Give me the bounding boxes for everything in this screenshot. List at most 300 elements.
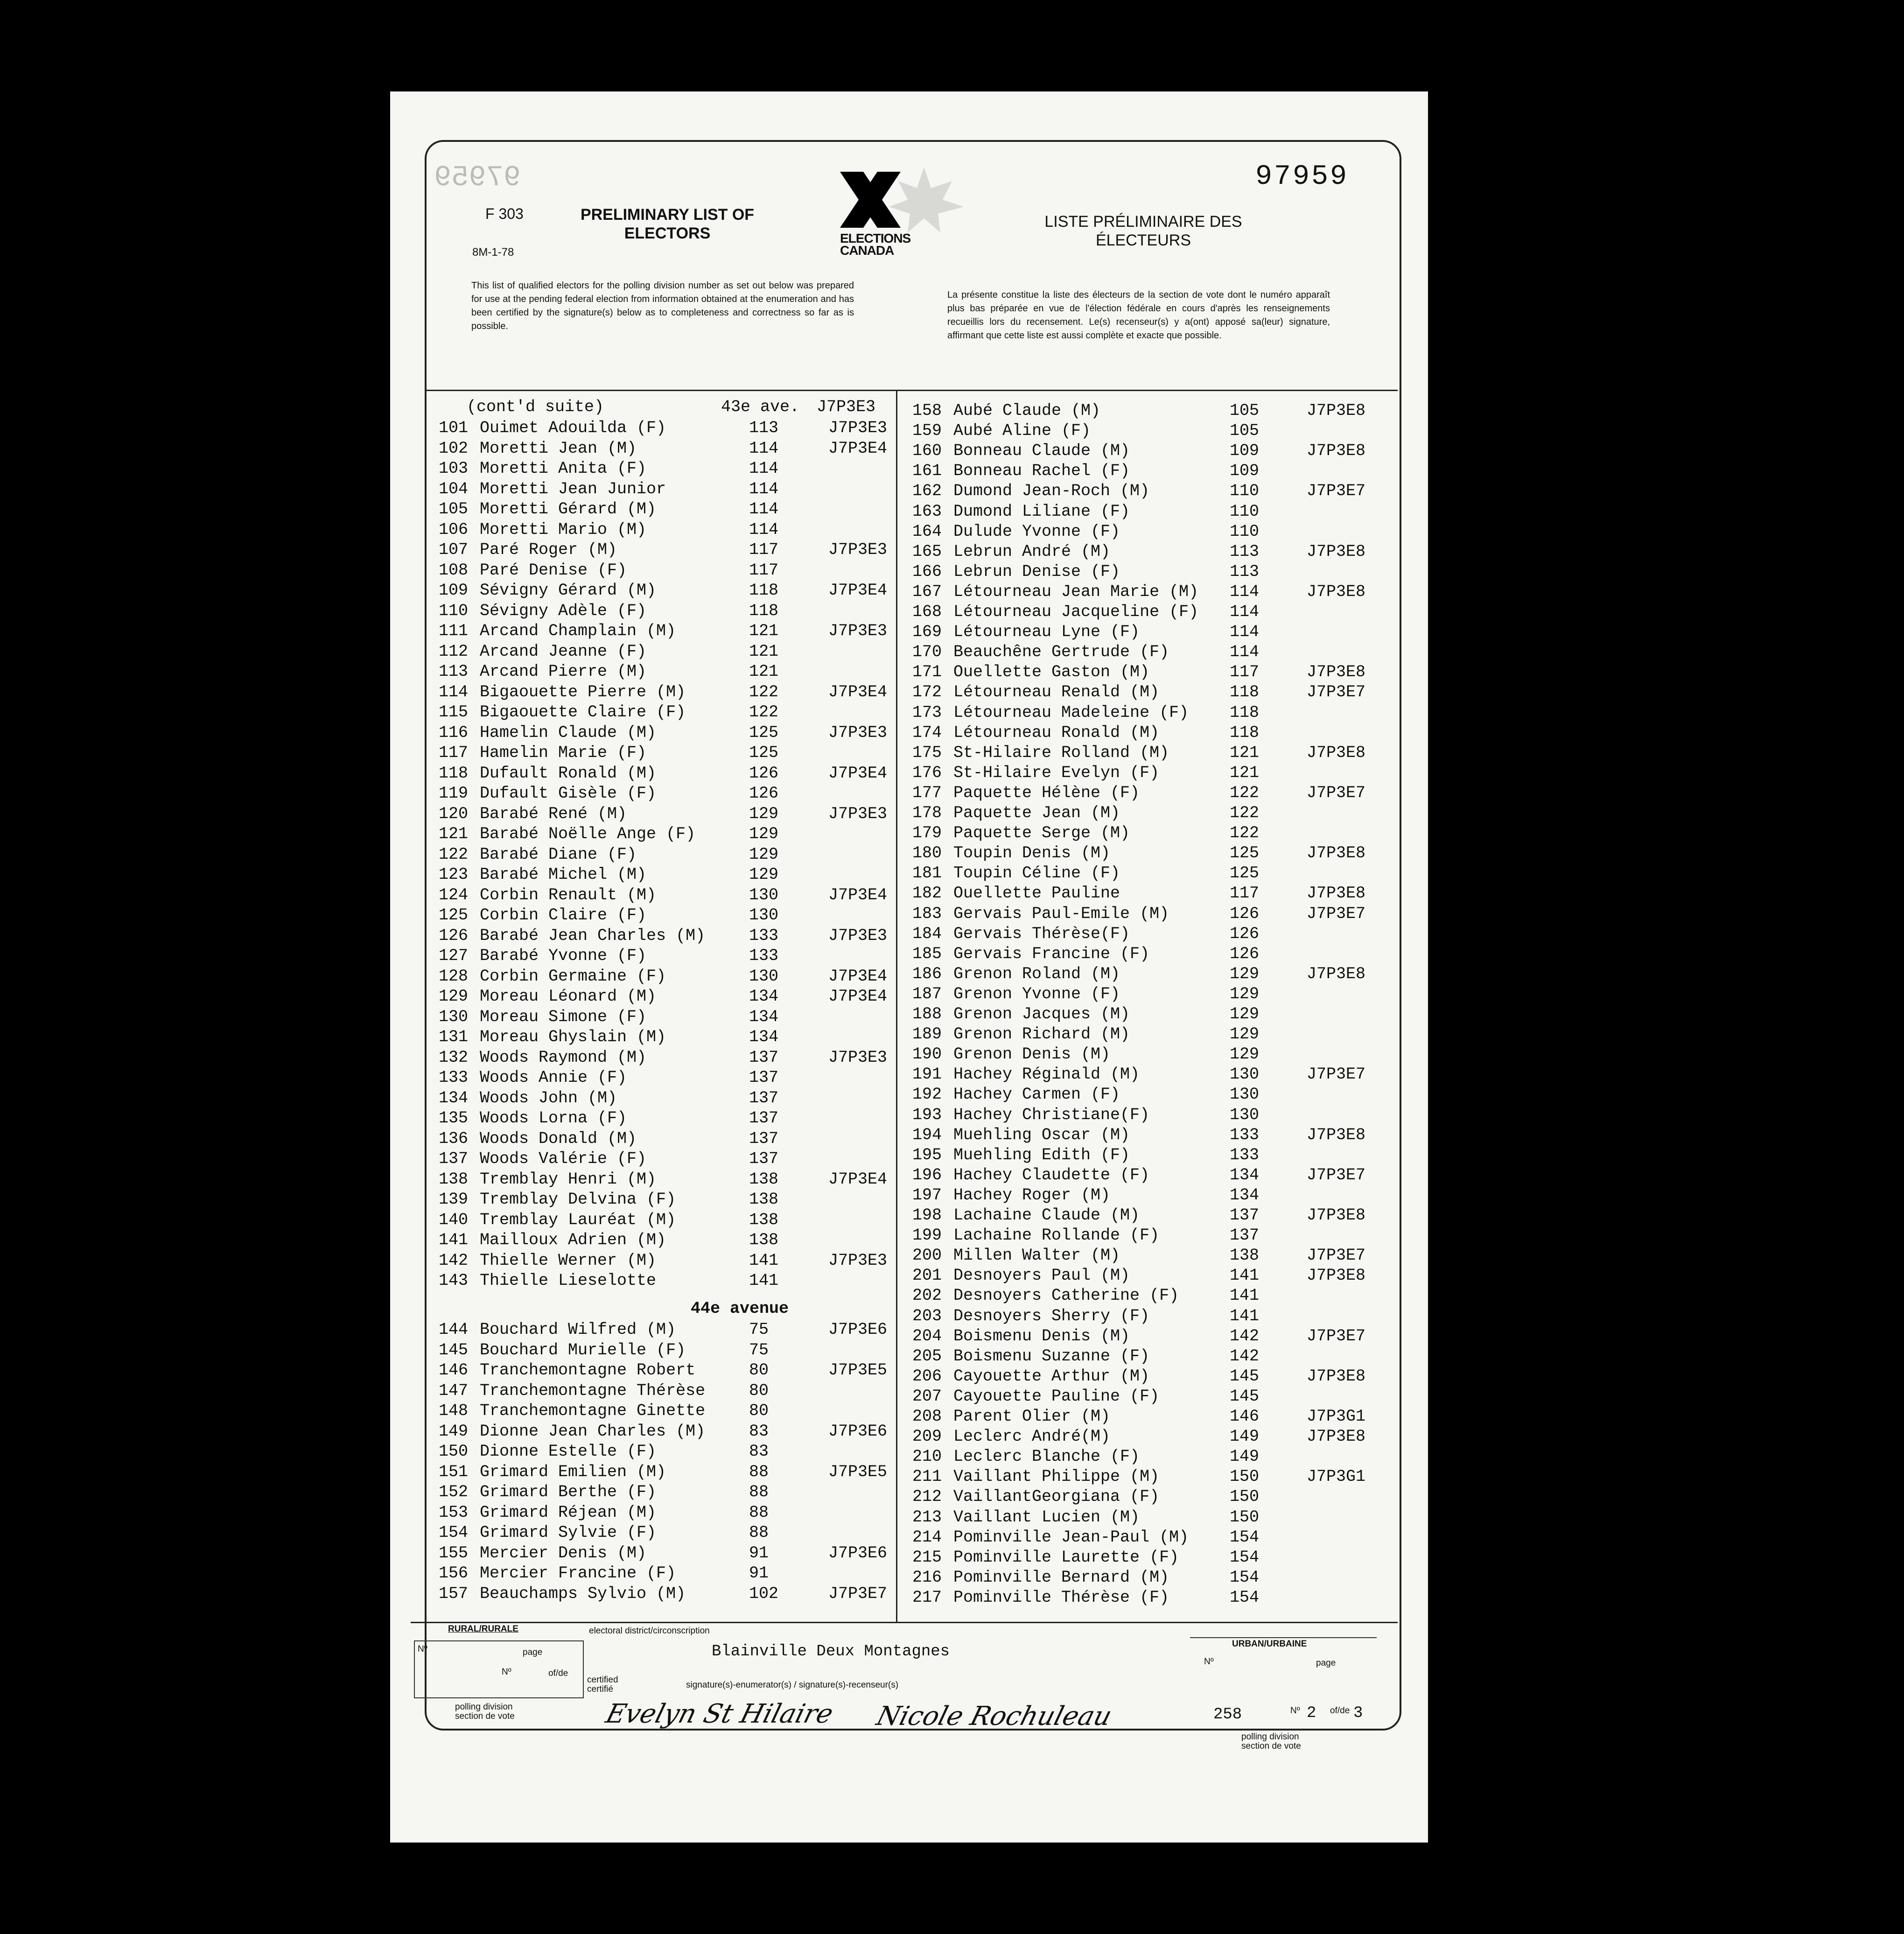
elector-address: 138: [749, 1170, 779, 1189]
rural-label: RURAL/RURALE: [448, 1624, 518, 1634]
elector-address: 122: [1230, 824, 1260, 843]
elector-number: 160: [912, 441, 942, 461]
elector-number: 144: [439, 1320, 469, 1339]
elector-address: 88: [749, 1462, 769, 1481]
elector-row: [439, 561, 859, 581]
elector-row: [439, 784, 859, 804]
elector-number: 169: [912, 623, 942, 642]
elector-number: 194: [912, 1125, 942, 1144]
elector-address: 75: [749, 1320, 769, 1339]
district-label: electoral district/circonscription: [589, 1626, 710, 1636]
elector-number: 158: [912, 401, 942, 420]
elector-name: Pominville Jean-Paul (M): [953, 1528, 1189, 1547]
signature-label: signature(s)-enumerator(s) / signature(s)-recenseur(s): [686, 1680, 899, 1690]
elector-name: Barabé Jean Charles (M): [480, 926, 706, 945]
elector-address: 114: [1230, 582, 1260, 601]
elector-name: Létourneau Jacqueline (F): [953, 603, 1199, 621]
form-code: F 303: [485, 205, 524, 222]
elector-number: 167: [912, 582, 942, 601]
elector-name: Hamelin Marie (F): [480, 743, 647, 762]
elector-name: Tranchemontagne Robert: [480, 1361, 696, 1380]
postal-code: J7P3E8: [1307, 542, 1366, 561]
elector-number: 193: [912, 1105, 942, 1124]
elector-address: 150: [1230, 1487, 1260, 1507]
elector-number: 116: [439, 723, 469, 742]
elector-name: Arcand Jeanne (F): [480, 642, 647, 661]
elector-address: 110: [1230, 482, 1260, 501]
elector-address: 117: [749, 561, 779, 580]
elector-row: [912, 502, 1332, 522]
elector-row: [912, 1366, 1366, 1387]
elector-number: 141: [439, 1231, 469, 1249]
postal-code: J7P3E4: [828, 1170, 888, 1189]
elector-name: Létourneau Jean Marie (M): [953, 582, 1199, 601]
elector-address: 80: [749, 1381, 769, 1400]
elector-number: 114: [439, 682, 469, 701]
elector-row: [912, 1266, 1366, 1286]
elector-number: 174: [912, 723, 942, 742]
elector-address: 145: [1230, 1366, 1260, 1386]
elector-row: [912, 1387, 1332, 1407]
elector-address: 102: [749, 1584, 779, 1603]
elector-address: 150: [1230, 1467, 1260, 1486]
elector-name: Thielle Lieselotte: [480, 1271, 657, 1290]
elector-number: 123: [439, 865, 469, 884]
elector-row: [439, 1231, 859, 1251]
postal-code: J7P3E7: [1307, 904, 1366, 923]
elector-number: 184: [912, 924, 942, 943]
elector-name: Mailloux Adrien (M): [480, 1231, 666, 1249]
elector-row: [439, 520, 859, 540]
elector-row: [439, 845, 859, 865]
elector-row: [439, 804, 888, 825]
elector-address: 130: [1230, 1065, 1260, 1084]
elector-name: Dulude Yvonne (F): [953, 522, 1120, 541]
elector-address: 109: [1230, 441, 1260, 461]
elector-row: [439, 459, 859, 479]
elector-row: [439, 1129, 859, 1149]
street-code: J7P3E3: [817, 398, 876, 416]
elector-address: 130: [749, 967, 779, 986]
elector-name: Grenon Richard (M): [953, 1025, 1130, 1044]
elector-address: 138: [749, 1210, 779, 1229]
elector-name: Dufault Gisèle (F): [480, 784, 657, 803]
elector-name: St-Hilaire Rolland (M): [953, 743, 1169, 762]
urban-page-label: page: [1316, 1658, 1336, 1668]
elector-address: 142: [1230, 1326, 1260, 1345]
elector-name: Lebrun Denise (F): [953, 562, 1120, 581]
elector-name: Tremblay Henri (M): [480, 1170, 657, 1189]
elector-name: Woods Lorna (F): [480, 1109, 627, 1128]
elector-row: [439, 682, 888, 703]
elector-address: 134: [1230, 1165, 1260, 1184]
elector-name: Létourneau Ronald (M): [953, 723, 1160, 742]
elector-name: Toupin Denis (M): [953, 844, 1111, 863]
elector-name: Dumond Liliane (F): [953, 502, 1130, 521]
elector-name: Sévigny Gérard (M): [480, 581, 657, 600]
elector-address: 129: [1230, 964, 1260, 983]
elector-row: [912, 522, 1332, 542]
elector-number: 122: [439, 845, 469, 864]
elector-name: Mercier Denis (M): [480, 1543, 647, 1563]
elector-address: 110: [1230, 502, 1260, 521]
form-number: 97959: [1255, 161, 1349, 193]
elector-number: 189: [912, 1025, 942, 1044]
urban-label: URBAN/URBAINE: [1232, 1639, 1307, 1649]
elector-address: 154: [1230, 1568, 1260, 1587]
elector-row: [439, 622, 888, 642]
elector-name: Grenon Jacques (M): [953, 1005, 1130, 1023]
elector-address: 134: [1230, 1185, 1260, 1205]
elector-name: Woods Raymond (M): [480, 1048, 647, 1067]
elector-row: [912, 1508, 1332, 1528]
postal-code: J7P3E7: [1307, 1065, 1366, 1084]
elector-row: [439, 946, 859, 967]
rural-no-label-2: Nº: [502, 1667, 511, 1677]
elector-number: 200: [912, 1246, 942, 1265]
elector-address: 134: [749, 1028, 779, 1046]
elector-number: 211: [912, 1467, 942, 1486]
elector-row: [912, 482, 1366, 502]
elector-number: 190: [912, 1045, 942, 1064]
footer-divider: [411, 1622, 1398, 1623]
signature-1: Evelyn St Hilaire: [602, 1699, 837, 1729]
elector-address: 137: [749, 1068, 779, 1087]
elector-address: 91: [749, 1564, 769, 1583]
elector-row: [439, 1523, 859, 1543]
elector-name: Bonneau Claude (M): [953, 441, 1130, 461]
elector-address: 121: [749, 662, 779, 681]
elector-name: Millen Walter (M): [953, 1246, 1120, 1265]
cont-header: [467, 398, 887, 418]
elector-name: Pominville Thérèse (F): [953, 1588, 1169, 1607]
elector-number: 151: [439, 1462, 469, 1481]
elector-address: 91: [749, 1543, 769, 1563]
elector-address: 117: [1230, 884, 1260, 903]
elector-number: 129: [439, 987, 469, 1006]
elector-name: Muehling Edith (F): [953, 1145, 1130, 1164]
postal-code: J7P3E8: [1307, 401, 1366, 420]
elector-number: 147: [439, 1381, 469, 1400]
elector-row: [439, 703, 859, 723]
elector-row: [439, 926, 888, 946]
elector-name: Hachey Christiane(F): [953, 1105, 1150, 1124]
elector-number: 204: [912, 1326, 942, 1345]
elector-row: [912, 663, 1366, 683]
elector-name: Moreau Léonard (M): [480, 987, 657, 1006]
elector-name: Bouchard Murielle (F): [480, 1340, 686, 1359]
elector-address: 88: [749, 1523, 769, 1542]
elector-name: Toupin Céline (F): [953, 864, 1120, 883]
logo-text: ELECTIONS CANADA: [840, 231, 911, 258]
elector-number: 103: [439, 459, 469, 478]
elector-number: 128: [439, 967, 469, 986]
elector-row: [912, 824, 1332, 844]
elector-name: Moretti Mario (M): [480, 520, 647, 539]
elector-number: 130: [439, 1007, 469, 1026]
elector-name: Létourneau Madeleine (F): [953, 703, 1189, 722]
elector-name: Hachey Claudette (F): [953, 1165, 1150, 1184]
elector-name: Paré Denise (F): [480, 561, 627, 580]
elector-number: 115: [439, 703, 469, 722]
elector-address: 113: [749, 419, 779, 437]
elector-name: Aubé Claude (M): [953, 401, 1101, 420]
elector-name: Dufault Ronald (M): [480, 764, 657, 783]
elector-address: 80: [749, 1361, 769, 1380]
elector-row: [439, 743, 859, 764]
elector-address: 141: [749, 1271, 779, 1290]
elector-name: Moretti Jean Junior: [480, 479, 666, 498]
elector-address: 141: [1230, 1286, 1260, 1305]
elector-number: 135: [439, 1109, 469, 1128]
elector-row: [439, 1251, 888, 1271]
postal-code: J7P3E3: [828, 723, 888, 742]
elector-address: 117: [749, 540, 779, 559]
elector-name: Barabé Michel (M): [480, 865, 647, 884]
elector-address: 129: [749, 845, 779, 864]
postal-code: J7P3E7: [1307, 683, 1366, 702]
elector-name: Thielle Werner (M): [480, 1251, 657, 1270]
elector-row: [912, 1568, 1332, 1588]
elector-address: 133: [749, 946, 779, 965]
elector-row: [439, 1170, 888, 1190]
elector-row: [439, 1089, 859, 1109]
elector-number: 202: [912, 1286, 942, 1305]
elector-number: 131: [439, 1028, 469, 1046]
elector-address: 80: [749, 1401, 769, 1420]
elector-row: [912, 542, 1366, 562]
elector-number: 111: [439, 622, 469, 640]
postal-code: J7P3E8: [1307, 663, 1366, 682]
elector-address: 113: [1230, 562, 1260, 581]
elector-row: [439, 662, 859, 682]
elector-row: [439, 1361, 888, 1381]
elector-name: Mercier Francine (F): [480, 1564, 676, 1583]
elector-number: 113: [439, 662, 469, 681]
elector-address: 134: [749, 1007, 779, 1026]
elector-name: Ouellette Pauline: [953, 884, 1120, 903]
elector-address: 126: [1230, 924, 1260, 943]
elector-address: 125: [749, 723, 779, 742]
elector-name: Tremblay Delvina (F): [480, 1190, 676, 1209]
elector-name: Cayouette Arthur (M): [953, 1366, 1150, 1386]
elector-address: 126: [749, 784, 779, 803]
intro-fr: La présente constitue la liste des électeurs de la section de vote dont le numéro apparaît plus bas préparée en vue de l'élection fédérale en cours d'après les renseignements recueillis lors du recensement. Le(s) recenseur(s) y a(ont) apposé sa(leur) signature, affirmant que cette liste est aussi complète et exacte que possible.: [947, 290, 1330, 341]
elector-name: Arcand Pierre (M): [480, 662, 647, 681]
postal-code: J7P3E7: [828, 1584, 888, 1603]
elector-number: 173: [912, 703, 942, 722]
elector-row: [912, 1085, 1332, 1105]
postal-code: J7P3E7: [1307, 1246, 1366, 1265]
elector-row: [912, 1065, 1366, 1085]
postal-code: J7P3E3: [828, 1251, 888, 1270]
elector-row: [912, 1206, 1366, 1226]
elector-row: [439, 1503, 859, 1523]
elector-row: [912, 421, 1332, 441]
header-divider: [425, 390, 1398, 391]
elector-row: [912, 1467, 1366, 1487]
elector-row: [912, 1125, 1366, 1146]
elector-number: 105: [439, 500, 469, 519]
elector-row: [439, 1320, 888, 1340]
elector-name: Grenon Denis (M): [953, 1045, 1111, 1064]
elector-name: Corbin Renault (M): [480, 885, 657, 904]
elector-name: Hachey Roger (M): [953, 1185, 1111, 1205]
elector-address: 126: [749, 764, 779, 783]
elector-number: 134: [439, 1088, 469, 1107]
elector-row: [439, 581, 888, 601]
elector-row: [439, 540, 888, 561]
postal-code: J7P3E3: [828, 540, 888, 559]
elector-name: Létourneau Renald (M): [953, 683, 1160, 702]
elector-number: 109: [439, 581, 469, 600]
postal-code: J7P3E6: [828, 1320, 888, 1339]
elector-address: 83: [749, 1442, 769, 1461]
elector-row: [912, 1347, 1332, 1367]
postal-code: J7P3E4: [828, 682, 888, 701]
postal-code: J7P3E6: [828, 1543, 888, 1563]
elector-name: Ouimet Adouilda (F): [480, 419, 666, 437]
elector-name: Parent Olier (M): [953, 1407, 1111, 1426]
elector-name: Bigaouette Claire (F): [480, 703, 686, 722]
elector-address: 138: [749, 1231, 779, 1249]
elector-address: 83: [749, 1422, 769, 1441]
elector-name: Paré Roger (M): [480, 540, 617, 559]
elector-number: 206: [912, 1366, 942, 1386]
elector-number: 215: [912, 1548, 942, 1567]
elector-name: Pominville Laurette (F): [953, 1548, 1179, 1567]
elector-number: 162: [912, 482, 942, 501]
elector-row: [912, 441, 1366, 462]
elector-name: Moretti Anita (F): [480, 459, 647, 478]
title-en: PRELIMINARY LIST OF ELECTORS: [580, 206, 755, 242]
urban-no-label-2: Nº: [1290, 1706, 1300, 1716]
urban-no-value: 258: [1213, 1706, 1242, 1724]
elector-name: Muehling Oscar (M): [953, 1125, 1130, 1144]
elector-row: [439, 825, 859, 845]
postal-code: J7P3E4: [828, 581, 888, 600]
postal-code: J7P3E4: [828, 764, 888, 783]
elector-row: [912, 723, 1332, 743]
elector-number: 125: [439, 906, 469, 925]
elector-number: 164: [912, 522, 942, 541]
urban-of-label: of/de: [1330, 1706, 1350, 1716]
elector-name: Desnoyers Catherine (F): [953, 1286, 1179, 1305]
elector-number: 119: [439, 784, 469, 803]
elector-number: 104: [439, 479, 469, 498]
elector-row: [912, 603, 1332, 623]
elector-row: [912, 1025, 1332, 1045]
elector-row: [439, 439, 888, 459]
elector-row: [439, 1543, 888, 1564]
elector-address: 114: [749, 500, 779, 519]
elector-number: 106: [439, 520, 469, 539]
elector-name: VaillantGeorgiana (F): [953, 1487, 1160, 1507]
elector-row: [439, 1028, 859, 1048]
elector-address: 121: [1230, 743, 1260, 762]
elector-address: 141: [1230, 1266, 1260, 1285]
elector-name: Moretti Gérard (M): [480, 500, 657, 519]
elector-row: [912, 945, 1332, 965]
elector-number: 216: [912, 1568, 942, 1587]
elector-address: 154: [1230, 1588, 1260, 1607]
elector-row: [439, 1442, 859, 1462]
elector-name: Woods John (M): [480, 1088, 617, 1107]
elector-address: 126: [1230, 944, 1260, 963]
elector-address: 137: [1230, 1226, 1260, 1245]
elector-address: 105: [1230, 401, 1260, 420]
elector-number: 127: [439, 946, 469, 965]
elector-name: Dionne Estelle (F): [480, 1442, 657, 1461]
elector-row: [912, 401, 1366, 421]
elector-row: [912, 582, 1366, 603]
elector-row: [912, 864, 1332, 884]
elector-name: Tremblay Lauréat (M): [480, 1210, 676, 1229]
elector-number: 187: [912, 984, 942, 1003]
postal-code: J7P3E8: [1307, 1266, 1366, 1285]
elector-row: [912, 925, 1332, 945]
elector-number: 212: [912, 1487, 942, 1507]
title-fr: LISTE PRÉLIMINAIRE DES ÉLECTEURS: [1044, 213, 1242, 249]
elector-number: 112: [439, 642, 469, 661]
elector-address: 145: [1230, 1387, 1260, 1406]
elector-address: 142: [1230, 1346, 1260, 1366]
elector-row: [439, 1048, 888, 1068]
elector-address: 137: [749, 1048, 779, 1067]
elector-number: 182: [912, 884, 942, 903]
elector-address: 118: [749, 581, 779, 600]
elector-number: 148: [439, 1401, 469, 1420]
elector-number: 149: [439, 1422, 469, 1441]
elector-address: 137: [1230, 1206, 1260, 1225]
elector-number: 156: [439, 1564, 469, 1583]
elector-number: 165: [912, 542, 942, 561]
elector-address: 137: [749, 1088, 779, 1107]
elector-number: 163: [912, 502, 942, 521]
postal-code: J7P3E8: [1307, 582, 1366, 601]
elector-name: Barabé Diane (F): [480, 845, 637, 864]
elector-row: [912, 1146, 1332, 1166]
elector-number: 159: [912, 421, 942, 441]
rural-page-label: page: [523, 1647, 543, 1657]
elector-name: Gervais Francine (F): [953, 944, 1150, 963]
elector-name: Hamelin Claude (M): [480, 723, 657, 742]
postal-code: J7P3E5: [828, 1361, 888, 1380]
postal-code: J7P3E7: [1307, 783, 1366, 802]
postal-code: J7P3E8: [1307, 743, 1366, 762]
elector-address: 121: [1230, 763, 1260, 782]
elector-address: 110: [1230, 522, 1260, 541]
elector-number: 213: [912, 1507, 942, 1527]
elector-number: 178: [912, 804, 942, 822]
elector-row: [912, 562, 1332, 582]
elector-address: 126: [1230, 904, 1260, 923]
elector-number: 195: [912, 1145, 942, 1164]
postal-code: J7P3E3: [828, 804, 888, 823]
elector-number: 168: [912, 603, 942, 621]
postal-code: J7P3E8: [1307, 1366, 1366, 1386]
form-edition: 8M-1-78: [472, 246, 514, 259]
postal-code: J7P3E8: [1307, 1427, 1366, 1446]
postal-code: J7P3G1: [1307, 1467, 1366, 1486]
elector-number: 180: [912, 844, 942, 863]
elector-number: 185: [912, 944, 942, 963]
elector-address: 125: [749, 743, 779, 762]
elector-row: [912, 844, 1366, 864]
elector-name: Hachey Réginald (M): [953, 1065, 1140, 1084]
elector-address: 129: [1230, 1005, 1260, 1023]
elector-name: Dumond Jean-Roch (M): [953, 482, 1150, 501]
